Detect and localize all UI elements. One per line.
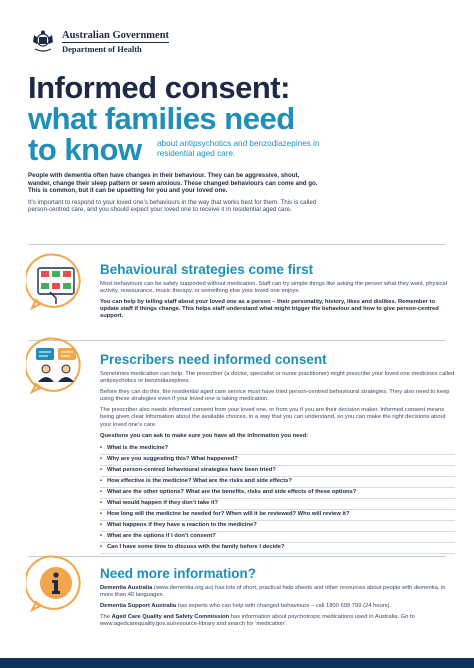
government-name: Australian Government bbox=[62, 29, 170, 41]
list-item: • What person-centred behavioural strategies have been tried? bbox=[100, 466, 455, 477]
list-item: • What happens if they have a reaction to the medicine? bbox=[100, 521, 455, 532]
section-paragraph: Before they can do this, the residential aged care service must have tried person-centred behavioural strategies. They also need to keep using these strategies even if your loved one is taking medication. bbox=[100, 389, 450, 403]
information-icon bbox=[26, 554, 86, 614]
divider bbox=[28, 556, 446, 557]
resource-text: has experts who can help with changed behaviours – call 1800 699 799 (24 hours). bbox=[176, 603, 392, 610]
section-informed-consent bbox=[100, 352, 455, 554]
section-heading: Prescribers need informed consent bbox=[100, 352, 327, 367]
list-item: • How effective is the medicine? What are the risks and side effects? bbox=[100, 477, 455, 488]
resource-aged-care-commission bbox=[100, 614, 455, 628]
resource-dementia-support-australia bbox=[100, 603, 455, 610]
list-item: • What is the medicine? bbox=[100, 444, 455, 455]
crest-icon bbox=[30, 29, 56, 55]
resource-text: (www.dementia.org.au) has lots of short, practical help sheets and other resources about people with dementia, in more than 40 languages. bbox=[100, 585, 446, 599]
title-line-3: to know bbox=[28, 132, 142, 167]
intro-bold-text: People with dementia often have changes in their behaviour. They can be aggressive, shout, wander, change their sleep pattern or seem anxious. These changed behaviours can come and go. This is common, but it can be upsetting for you and your loved one. bbox=[28, 172, 318, 195]
list-item: • How long will the medicine be needed for? When will it be reviewed? Who will review it? bbox=[100, 510, 455, 521]
page-subtitle: about antipsychotics and benzodiazepines in residential aged care. bbox=[157, 139, 320, 158]
title-line-1: Informed consent: bbox=[28, 70, 290, 105]
list-item: • Why are you suggesting this? What happened? bbox=[100, 455, 455, 466]
section-behavioural-strategies bbox=[100, 262, 455, 324]
section-paragraph-bold: You can help by telling staff about your loved one as a person – their personality, history, likes and dislikes. Remember to update staff if things change. This helps staff understand what might trigger the behaviour and how to give person-centred support. bbox=[100, 299, 439, 320]
section-paragraph: Sometimes medication can help. The prescriber (a doctor, specialist or nurse practitioner) might prescribe your loved one medicines called antipsychotics or benzodiazepines. bbox=[100, 371, 455, 385]
list-item: • What would happen if they don’t take it? bbox=[100, 499, 455, 510]
bottom-band bbox=[0, 658, 474, 668]
section-paragraph: The prescriber also needs informed consent from your loved one, or from you if you are their decision maker. Informed consent means being given clear information about the available choices, in a way that you can understand, so you can make the right decisions about your loved one’s care. bbox=[100, 407, 446, 428]
section-more-information bbox=[100, 566, 455, 632]
divider bbox=[28, 244, 446, 245]
resource-prefix: The bbox=[100, 614, 112, 621]
title-line-2: what families need bbox=[28, 101, 295, 136]
intro-text: It’s important to respond to your loved one’s behaviours in the way that works best for them. This is called person-centred care, and you should expect your loved one to receive it in residential aged care. bbox=[28, 198, 317, 214]
intro-block bbox=[28, 172, 318, 214]
resource-name: Dementia Support Australia bbox=[100, 603, 177, 610]
consultation-icon bbox=[26, 336, 86, 396]
divider bbox=[28, 340, 446, 341]
questions-intro: Questions you can ask to make sure you have all the information you need: bbox=[100, 432, 309, 439]
resource-name: Aged Care Quality and Safety Commission bbox=[111, 614, 230, 621]
behaviour-choices-icon bbox=[26, 252, 86, 312]
section-paragraph: Most behaviours can be safely supported without medication. Staff can try simple things like asking the person what they want, physical activity, reassurance, music therapy, or something else your loved one enjoys. bbox=[100, 281, 447, 295]
resource-dementia-australia bbox=[100, 585, 455, 599]
top-band bbox=[0, 0, 474, 6]
government-logo bbox=[30, 26, 169, 58]
list-item: • What are the other options? What are the benefits, risks and side effects of these options? bbox=[100, 488, 455, 499]
questions-list bbox=[100, 444, 455, 554]
section-heading: Need more information? bbox=[100, 566, 257, 581]
section-heading: Behavioural strategies come first bbox=[100, 262, 314, 277]
list-item: • What are the options if I don’t consent? bbox=[100, 532, 455, 543]
department-name: Department of Health bbox=[62, 42, 169, 55]
resource-name: Dementia Australia bbox=[100, 585, 153, 591]
resource-text: has information about psychotropic medications used in Australia. Go to www.agedcarequality.gov.au/resource-library and search for ‘medication’. bbox=[100, 614, 415, 628]
list-item: • Can I have some time to discuss with the family before I decide? bbox=[100, 543, 455, 554]
